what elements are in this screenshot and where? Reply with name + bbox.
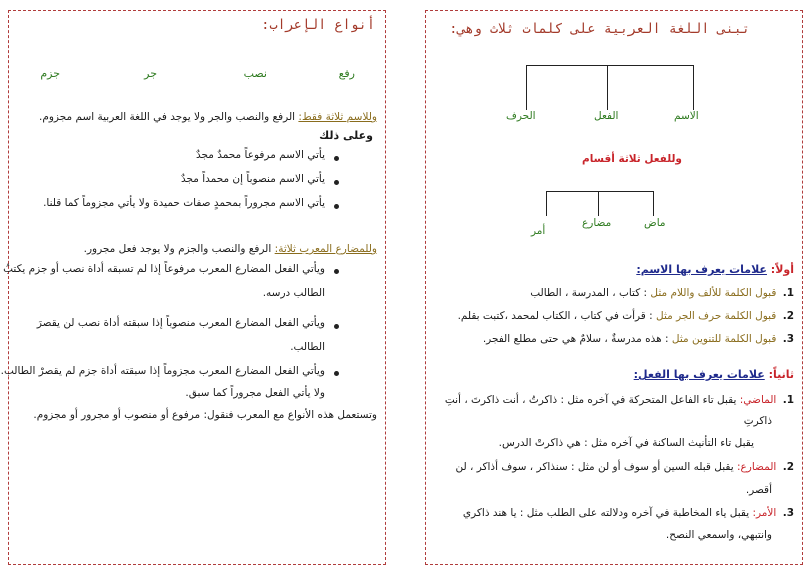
noun-sign-lead: قبول الكلمة للألف واللام مثل bbox=[650, 287, 777, 299]
tree2-bar bbox=[546, 191, 654, 192]
noun-sign-3 bbox=[483, 333, 794, 345]
verb-sign-1-line3: يقبل تاء التأنيث الساكنة في آخره مثل : هي ذاكرتْ الدرس. bbox=[498, 437, 754, 449]
verb-signs-heading bbox=[634, 368, 794, 381]
tree1-bar bbox=[526, 65, 694, 66]
verb-signs-title: علامات يعرف بها الفعل: bbox=[633, 368, 765, 381]
noun-sign-lead: قبول الكلمة للتنوين مثل bbox=[671, 333, 777, 345]
verb-sign-1-line1 bbox=[445, 394, 794, 406]
tree1-stem bbox=[526, 65, 527, 110]
verb-sign-1-line2: ذاكرتِ bbox=[743, 415, 772, 427]
verb-lead: وللمضارع المعرب ثلاثة: bbox=[274, 243, 377, 255]
noun-sign-2 bbox=[458, 310, 794, 322]
type-raf: رفع bbox=[338, 67, 355, 80]
tree1-verb: الفعل bbox=[594, 110, 619, 122]
tree1-stem bbox=[607, 65, 608, 110]
tree2-present: مضارع bbox=[582, 217, 612, 229]
verb-sign-lead: الماضي: bbox=[739, 394, 777, 406]
tree2-past: ماض bbox=[644, 217, 666, 229]
type-nasb: نصب bbox=[243, 67, 267, 80]
verb-sign-text: يقبل تاء الفاعل المتحركة في آخره مثل : ذاكرتُ ، أنت ذاكرتَ ، أنتِ bbox=[444, 394, 737, 406]
verb-sign-text: يقبل قبله السين أو سوف أو لن مثل : سنذاكر ، سوف أذاكر ، لن bbox=[455, 461, 734, 473]
verb-sign-3-line2: وانتبهي، واسمعي النصح. bbox=[665, 529, 772, 541]
verb-sign-text: يقبل ياء المخاطبة في آخره ودلالته على الطلب مثل : يا هند ذاكري bbox=[462, 507, 750, 519]
bullet-dot bbox=[334, 204, 339, 209]
tree2-imperative: أمر bbox=[531, 225, 546, 237]
list-number: 1. bbox=[782, 287, 794, 299]
bullet-dot bbox=[334, 324, 339, 329]
noun-signs-prefix: أولاً: bbox=[770, 263, 794, 276]
verb-bullet-3-line2: ولا يأتي الفعل مجروراً كما سبق. bbox=[185, 387, 325, 399]
noun-signs-title: علامات يعرف بها الاسم: bbox=[636, 263, 767, 276]
verb-text: الرفع والنصب والجزم ولا يوجد فعل مجرور. bbox=[83, 243, 272, 255]
verb-sign-lead: الأمر: bbox=[752, 507, 777, 519]
noun-text: الرفع والنصب والجر ولا يوجد في اللغة العربية اسم مجزوم. bbox=[39, 111, 296, 123]
closing-text: وتستعمل هذه الأنواع مع المعرب فنقول: مرفوع أو منصوب أو مجرور أو مجزوم. bbox=[33, 409, 377, 421]
noun-lead: وللاسم ثلاثة فقط: bbox=[298, 111, 377, 123]
noun-example-heading: وعلى ذلك bbox=[319, 129, 373, 142]
verb-bullet-2-line1: ويأتي الفعل المضارع المعرب منصوباً إذا سبقته أداة نصب لن يقصرَ bbox=[36, 317, 325, 329]
verb-division: وللفعل ثلاثة أقسام bbox=[582, 153, 682, 165]
verb-sign-2-line2: أقصر. bbox=[745, 484, 772, 496]
bullet-dot bbox=[334, 269, 339, 274]
verb-sign-2-line1 bbox=[455, 461, 794, 473]
list-number: 2. bbox=[782, 310, 794, 322]
verb-bullet-1-line2: الطالب درسه. bbox=[262, 287, 325, 299]
verb-bullet-1-line1: ويأتي الفعل المضارع المعرب مرفوعاً إذا لم تسبقه أداة نصب أو جزم يكتبُ bbox=[3, 263, 325, 275]
tree1-particle: الحرف bbox=[506, 110, 536, 122]
right-panel bbox=[425, 10, 803, 565]
noun-bullet-2: يأتي الاسم منصوباً إن محمداً مجدٌ bbox=[180, 173, 325, 185]
noun-sign-1 bbox=[530, 287, 794, 299]
noun-sign-text: : كتاب ، المدرسة ، الطالب bbox=[530, 287, 648, 299]
bullet-dot bbox=[334, 371, 339, 376]
type-jazm: جزم bbox=[40, 67, 60, 80]
verb-signs-prefix: ثانياً: bbox=[768, 368, 794, 381]
verb-cases-line bbox=[84, 243, 377, 255]
noun-sign-text: : قرأت في كتاب ، الكتاب لمحمد ،كتبت بقلم. bbox=[457, 310, 653, 322]
left-panel bbox=[0, 10, 386, 565]
bullet-dot bbox=[334, 180, 339, 185]
tree1-noun: الاسم bbox=[674, 110, 699, 122]
right-title: تبنى اللغة العربية على كلمات ثلاث وهي: bbox=[449, 21, 750, 37]
verb-bullet-2-line2: الطالب. bbox=[290, 341, 325, 353]
type-jarr: جر bbox=[144, 67, 157, 80]
list-number: 1. bbox=[782, 394, 794, 406]
tree2-stem bbox=[546, 191, 547, 216]
tree1-stem bbox=[693, 65, 694, 110]
noun-bullet-3: يأتي الاسم مجروراً بمحمدٍ صفات حميدة ولا يأتي مجزوماً كما قلنا. bbox=[43, 197, 325, 209]
verb-sign-lead: المضارع: bbox=[736, 461, 777, 473]
noun-sign-lead: قبول الكلمة حرف الجر مثل bbox=[656, 310, 777, 322]
list-number: 2. bbox=[782, 461, 794, 473]
list-number: 3. bbox=[782, 507, 794, 519]
tree2-stem bbox=[653, 191, 654, 216]
tree2-stem bbox=[598, 191, 599, 216]
noun-signs-heading bbox=[636, 263, 794, 276]
noun-cases-line bbox=[39, 111, 377, 123]
verb-bullet-3-line1: ويأتي الفعل المضارع المعرب مجزوماً إذا سبقته أداة جزم لم يقصرْ الطالب. bbox=[0, 365, 325, 377]
list-number: 3. bbox=[782, 333, 794, 345]
verb-sign-3-line1 bbox=[463, 507, 794, 519]
noun-sign-text: : هذه مدرسةٌ ، سلامٌ هي حتى مطلع الفجر. bbox=[482, 333, 669, 345]
left-title: أنواع الإعراب: bbox=[261, 17, 375, 33]
noun-bullet-1: يأتي الاسم مرفوعاً محمدٌ مجدٌ bbox=[195, 149, 325, 161]
bullet-dot bbox=[334, 156, 339, 161]
